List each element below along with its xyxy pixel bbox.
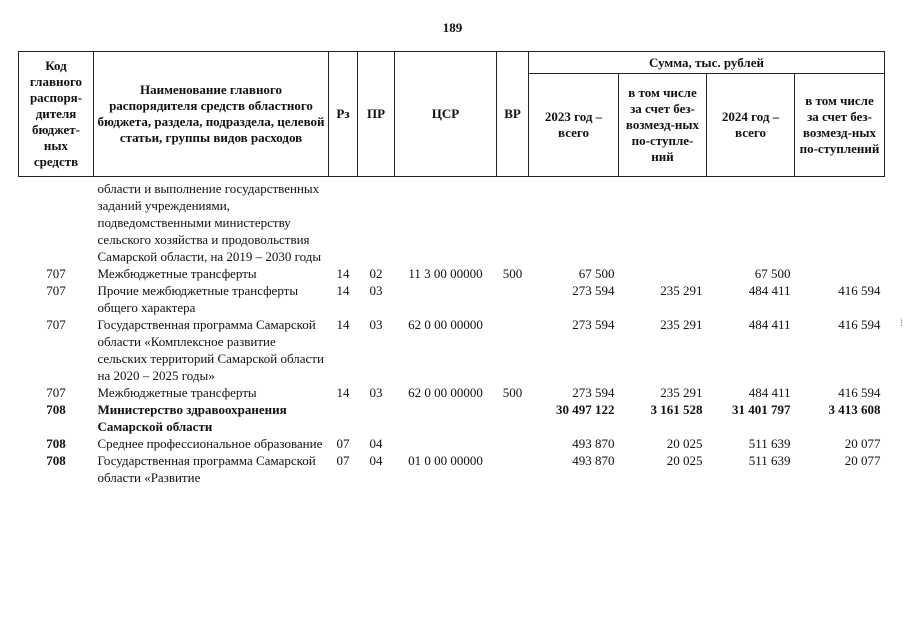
cell-vr — [497, 401, 529, 435]
cell-rz — [329, 401, 358, 435]
cell-csr: 01 0 00 00000 — [408, 453, 483, 468]
cell-2023-total: 493 870 — [572, 436, 615, 451]
cell-vr — [497, 282, 529, 316]
cell-pr — [358, 401, 395, 435]
header-csr: ЦСР — [395, 52, 497, 177]
cell-name: Министерство здравоохранения Самарской области — [97, 402, 287, 434]
table-row — [19, 384, 885, 401]
cell-2024-gratuitous — [795, 177, 885, 266]
cell-2024-total — [707, 177, 795, 266]
table-row — [19, 401, 885, 435]
cell-pr: 03 — [369, 385, 383, 400]
header-rz: Рз — [329, 52, 358, 177]
cell-code: 707 — [46, 266, 66, 281]
cell-name: Межбюджетные трансферты — [97, 385, 257, 400]
cell-name: Государственная программа Самарской области «Комплексное развитие сельских территорий Самарской области на 2020 – 2025 годы» — [97, 317, 324, 383]
cell-2024-total: 67 500 — [754, 266, 791, 281]
cell-2024-gratuitous — [795, 265, 885, 282]
cell-2024-gratuitous: 416 594 — [838, 317, 881, 332]
cell-2024-total: 511 639 — [748, 436, 791, 451]
cell-rz: 14 — [336, 317, 350, 332]
cell-csr — [395, 177, 497, 266]
cell-2024-total: 484 411 — [748, 317, 791, 332]
cell-2023-gratuitous: 3 161 528 — [650, 402, 703, 417]
header-2023-total: 2023 год – всего — [529, 74, 619, 177]
cell-2023-total: 273 594 — [572, 317, 615, 332]
cell-2024-gratuitous: 20 077 — [844, 453, 881, 468]
cell-2024-total: 484 411 — [748, 385, 791, 400]
cell-vr — [497, 177, 529, 266]
cell-2023-gratuitous: 20 025 — [666, 436, 703, 451]
cell-csr: 11 3 00 00000 — [408, 266, 483, 281]
cell-vr: 500 — [502, 385, 523, 400]
cell-code: 707 — [46, 385, 66, 400]
cell-2024-total: 31 401 797 — [732, 402, 791, 417]
cell-name: Среднее профессиональное образование — [97, 436, 323, 451]
cell-rz: 14 — [336, 283, 350, 298]
margin-scan-mark: ⁝ — [899, 318, 903, 329]
table-row — [19, 282, 885, 316]
cell-name: Межбюджетные трансферты — [97, 266, 257, 281]
cell-2023-total: 67 500 — [578, 266, 615, 281]
table-row — [19, 435, 885, 452]
header-2024-gratuitous: в том числе за счет без-возмезд-ных по-ступлений — [795, 74, 885, 177]
cell-2023-total: 273 594 — [572, 283, 615, 298]
cell-pr: 04 — [369, 436, 383, 451]
table-row — [19, 316, 885, 384]
cell-code: 708 — [46, 453, 66, 468]
table-row — [19, 452, 885, 486]
header-name: Наименование главного распорядителя средств областного бюджета, раздела, подраздела, целевой статьи, группы видов расходов — [94, 52, 329, 177]
cell-rz: 07 — [336, 453, 350, 468]
cell-pr: 03 — [369, 283, 383, 298]
cell-rz: 14 — [336, 266, 350, 281]
cell-csr — [395, 401, 497, 435]
cell-rz: 14 — [336, 385, 350, 400]
cell-rz — [329, 177, 358, 266]
cell-name: Прочие межбюджетные трансферты общего характера — [97, 283, 299, 315]
cell-csr — [395, 435, 497, 452]
cell-2024-total: 484 411 — [748, 283, 791, 298]
cell-vr: 500 — [502, 266, 523, 281]
page-number: 189 — [442, 20, 463, 35]
cell-name: Государственная программа Самарской области «Развитие — [97, 453, 316, 485]
header-2023-gratuitous: в том числе за счет без-возмезд-ных по-ступле-ний — [619, 74, 707, 177]
cell-2024-total: 511 639 — [748, 453, 791, 468]
header-sum-title: Сумма, тыс. рублей — [529, 52, 885, 74]
cell-code: 707 — [46, 283, 66, 298]
cell-pr: 03 — [369, 317, 383, 332]
cell-2023-total: 273 594 — [572, 385, 615, 400]
header-vr: ВР — [497, 52, 529, 177]
cell-name: области и выполнение государственных заданий учреждениями, подведомственными министерству сельского хозяйства и продовольствия Самарской области, на 2019 – 2030 годы — [97, 181, 322, 264]
cell-csr: 62 0 00 00000 — [408, 317, 483, 332]
cell-2024-gratuitous: 20 077 — [844, 436, 881, 451]
cell-code: 708 — [46, 402, 66, 417]
cell-csr — [395, 282, 497, 316]
cell-2023-gratuitous: 235 291 — [660, 317, 703, 332]
cell-2024-gratuitous: 3 413 608 — [828, 402, 881, 417]
cell-2023-gratuitous — [619, 265, 707, 282]
cell-vr — [497, 316, 529, 384]
cell-rz: 07 — [336, 436, 350, 451]
header-pr: ПР — [358, 52, 395, 177]
header-code: Код главного распоря-дителя бюджет-ных средств — [19, 52, 94, 177]
budget-table — [18, 51, 885, 486]
cell-2023-total — [529, 177, 619, 266]
cell-2023-gratuitous: 20 025 — [666, 453, 703, 468]
cell-2023-gratuitous: 235 291 — [660, 283, 703, 298]
cell-code: 707 — [46, 317, 66, 332]
cell-code — [19, 177, 94, 266]
cell-2024-gratuitous: 416 594 — [838, 385, 881, 400]
table-row — [19, 177, 885, 266]
cell-2024-gratuitous: 416 594 — [838, 283, 881, 298]
cell-vr — [497, 435, 529, 452]
cell-2023-gratuitous — [619, 177, 707, 266]
cell-csr: 62 0 00 00000 — [408, 385, 483, 400]
cell-vr — [497, 452, 529, 486]
table-row — [19, 265, 885, 282]
cell-pr: 02 — [369, 266, 383, 281]
header-2024-total: 2024 год – всего — [707, 74, 795, 177]
cell-2023-total: 30 497 122 — [556, 402, 615, 417]
cell-pr: 04 — [369, 453, 383, 468]
cell-pr — [358, 177, 395, 266]
cell-2023-total: 493 870 — [572, 453, 615, 468]
cell-2023-gratuitous: 235 291 — [660, 385, 703, 400]
cell-code: 708 — [46, 436, 66, 451]
